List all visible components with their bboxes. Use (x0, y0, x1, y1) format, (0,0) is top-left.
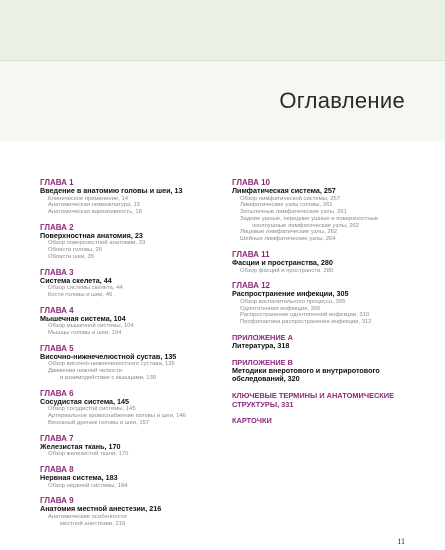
chapter-title: Железистая ткань, 170 (40, 441, 121, 451)
chapter-title: Система скелета, 44 (40, 275, 112, 285)
toc-chapter[interactable] (40, 465, 230, 489)
section-entry: Мышцы головы и шеи, 104 (48, 330, 122, 337)
appendix-title: Методики внеротового и внутриротового обследований, 320 (232, 365, 380, 384)
section-entry: Обзор нервной системы, 184 (48, 482, 128, 489)
chapter-number: ГЛАВА 10 (232, 178, 271, 187)
toc-left-column (40, 178, 230, 534)
section-entry: Кости головы и шеи, 45 (48, 292, 113, 299)
toc-appendix[interactable] (232, 333, 422, 351)
section-entry: Обзор фасций и пространств, 280 (240, 267, 334, 274)
section-entry: Затылочные лимфатические узлы, 261 (240, 209, 347, 216)
section-entry: Обзор мышечной системы, 104 (48, 323, 134, 330)
toc-chapter[interactable] (40, 268, 230, 299)
chapter-title: Мышечная система, 104 (40, 313, 126, 323)
chapter-number: ГЛАВА 4 (40, 305, 74, 315)
section-entry: местной анестезии, 216 (60, 520, 126, 527)
section-entry: Задние ушные, передние ушные и поверхностные (240, 215, 379, 222)
section-entry: Профилактика распространения инфекции, 312 (240, 319, 372, 326)
section-entry: и взаимодействие с мышцами, 139 (60, 375, 157, 382)
toc-chapter[interactable] (40, 344, 230, 382)
chapter-title: Введение в анатомию головы и шеи, 13 (40, 186, 183, 195)
section-entry: Лимфатические узлы головы, 261 (240, 202, 333, 209)
section-entry: Артериальное кровоснабжение головы и шеи, 146 (48, 413, 186, 420)
chapter-number: ГЛАВА 1 (40, 178, 74, 187)
chapter-title: Височно-нижнечелюстной сустав, 135 (40, 351, 177, 361)
section-entry: Одонтогенная инфекция, 306 (240, 305, 321, 312)
chapter-number: ГЛАВА 5 (40, 343, 74, 353)
chapter-title: Фасции и пространства, 280 (232, 258, 333, 268)
chapter-number: ГЛАВА 11 (232, 250, 270, 260)
section-entry: Лицевые лимфатические узлы, 262 (240, 229, 338, 236)
section-entry: Клиническое применение, 14 (48, 195, 129, 202)
chapter-number: ГЛАВА 8 (40, 465, 74, 475)
page-title: Оглавление (279, 88, 405, 113)
appendix-title: Литература, 318 (232, 341, 290, 351)
section-entry: Шейные лимфатические узлы, 264 (240, 236, 336, 243)
section-entry: Анатомическая вариативность, 18 (48, 209, 142, 216)
toc-chapter[interactable] (40, 306, 230, 337)
chapter-number: ГЛАВА 6 (40, 388, 74, 398)
chapter-number: ГЛАВА 7 (40, 433, 74, 443)
chapter-number: ГЛАВА 9 (40, 496, 74, 506)
chapter-title: Сосудистая система, 145 (40, 396, 130, 406)
chapter-title: Распространение инфекции, 305 (232, 289, 349, 299)
section-entry: Распространение одонтогенной инфекции, 310 (240, 312, 370, 319)
section-entry: Обзор системы скелета, 44 (48, 285, 123, 292)
section-entry: Обзор сосудистой системы, 145 (48, 406, 136, 413)
section-entry: Обзор воспалительного процесса, 305 (240, 298, 346, 305)
chapter-number: ГЛАВА 2 (40, 222, 74, 232)
chapter-title: Лимфатическая система, 257 (232, 186, 336, 195)
chapter-number: ГЛАВА 12 (232, 281, 271, 291)
toc-chapter[interactable] (232, 281, 422, 326)
section-entry: Обзор железистой ткани, 170 (48, 451, 129, 458)
toc-chapter[interactable] (40, 389, 230, 427)
page-number: 11 (397, 537, 405, 546)
toc-chapter[interactable] (40, 223, 230, 261)
glossary-entry: КЛЮЧЕВЫЕ ТЕРМИНЫ И АНАТОМИЧЕСКИЕ СТРУКТУРЫ, 331 (232, 390, 395, 409)
toc-right-column (232, 178, 422, 432)
toc-chapter[interactable] (40, 496, 230, 527)
appendix-label: ПРИЛОЖЕНИЕ А (232, 333, 293, 343)
section-entry: Области шеи, 35 (48, 253, 95, 260)
section-entry: Области головы, 26 (48, 247, 103, 254)
section-entry: Обзор поверхностной анатомии, 23 (48, 240, 146, 247)
chapter-title: Анатомия местной анестезии, 216 (40, 504, 162, 514)
toc-cards[interactable] (232, 416, 422, 425)
chapter-title: Нервная система, 183 (40, 473, 118, 483)
header-band (0, 0, 445, 60)
chapter-title: Поверхностная анатомия, 23 (40, 230, 143, 240)
section-entry: Анатомические особенности (48, 513, 127, 520)
cards-entry: КАРТОЧКИ (232, 415, 272, 425)
section-entry: Обзор височно-нижнечелюстного сустава, 135 (48, 361, 175, 368)
section-entry: Венозный дренаж головы и шеи, 157 (48, 419, 150, 426)
toc-chapter[interactable] (40, 434, 230, 458)
section-entry: околоушные лимфатические узлы, 262 (252, 222, 360, 229)
appendix-label: ПРИЛОЖЕНИЕ В (232, 357, 293, 367)
section-entry: Анатомическая номенклатура, 15 (48, 202, 141, 209)
section-entry: Движения нижней челюсти (48, 368, 122, 375)
section-entry: Обзор лимфатической системы, 257 (240, 195, 341, 202)
toc-appendix[interactable] (232, 358, 422, 384)
toc-chapter[interactable] (232, 178, 422, 243)
chapter-number: ГЛАВА 3 (40, 267, 74, 277)
toc-chapter[interactable] (40, 178, 230, 216)
toc-chapter[interactable] (232, 250, 422, 274)
toc-glossary[interactable] (232, 391, 422, 409)
